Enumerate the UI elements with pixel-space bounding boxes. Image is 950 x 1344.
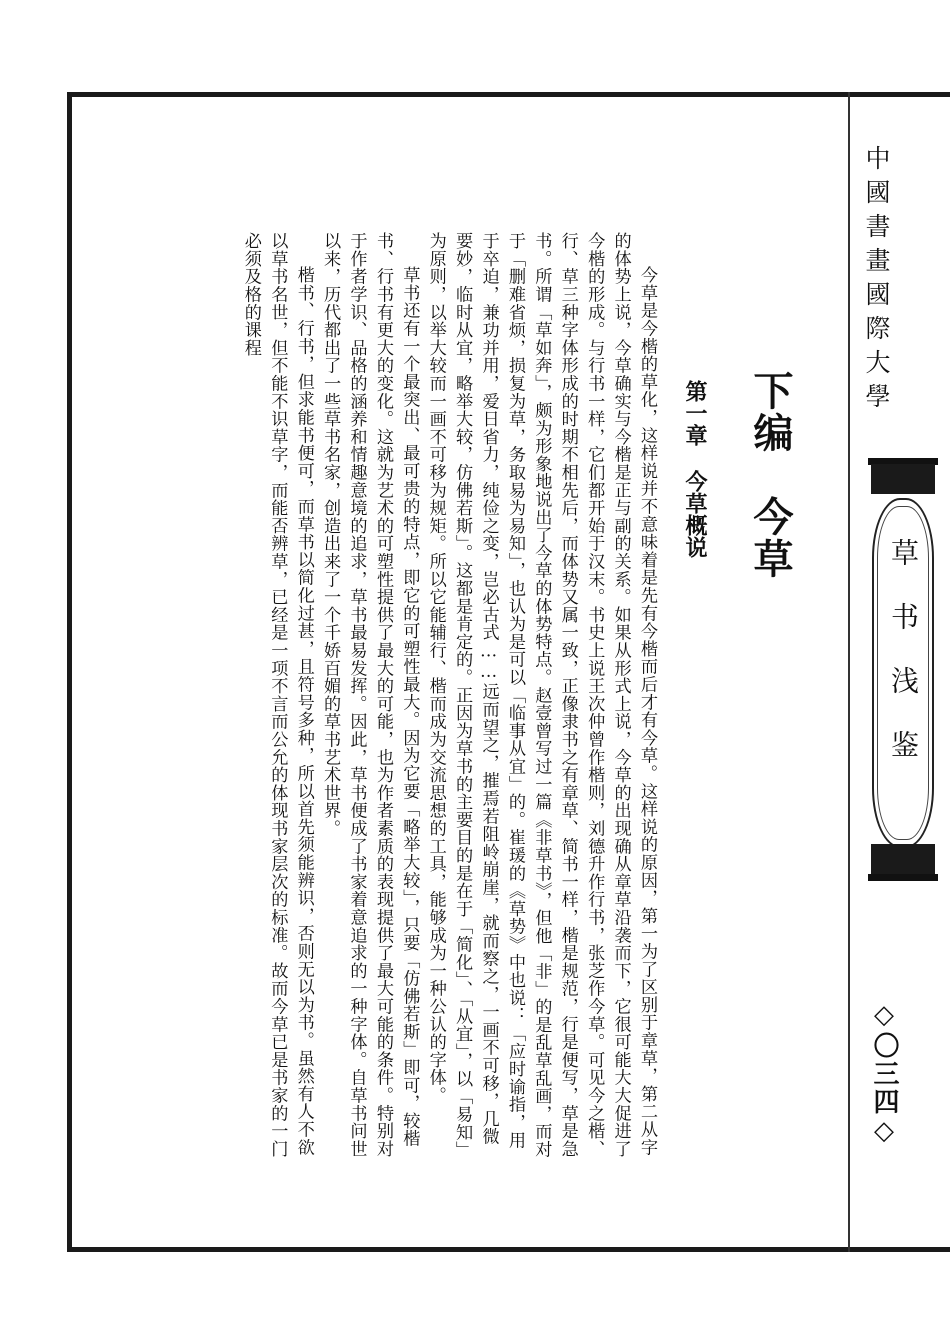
emblem-bottom-cap <box>871 844 935 874</box>
part-heading <box>742 370 799 580</box>
paragraph: 草书还有一个最突出、最可贵的特点，即它的可塑性最大。因为它要「略举大较」，只要「仿佛若斯」即可，较楷书、行书有更大的变化。这就为艺术的可塑性提供了最大的可能，也为作者素质的表现提供了最大可能的条件。特别对于作者学识、品格的涵养和情趣意境的追求，草书最易发挥。因此，草书便成了书家着意追求的一种字体。自草书问世以来，历代都出了一些草书名家，创造出来了一个千娇百媚的草书艺术世界。 <box>320 232 420 1158</box>
series-title: 中國書畫國際大學 <box>862 145 891 417</box>
chapter-heading <box>679 380 710 558</box>
body-text <box>240 232 660 1162</box>
emblem-top-cap <box>871 464 935 494</box>
page-number: ◇〇三四◇ <box>869 1000 899 1148</box>
paragraph: 今草是今楷的草化，这样说并不意味着是先有今楷而后才有今草。这样说的原因，第一为了区别于章草，第二从字的体势上说，今草确实与今楷是正与副的关系。如果从形式上说，今草的出现确从章草沿袭而下，它很可能大大促进了今楷的形成。与行书一样，它们都开始于汉末。书史上说王次仲曾作楷则，刘德升作行书，张芝作今草。可见今之楷、行、草三种字体形成的时期不相先后，而体势又属一致，正像隶书之有章草、简书一样，楷是规范，行是便写，草是急书。所谓「草如奔」，颇为形象地说出了今草的体势特点。赵壹曾写过一篇《非草书》，但他「非」的是乱草乱画，而对于「删难省烦，损复为草，务取易为易知」，也认为是可以「临事从宜」的。崔瑗的《草势》中也说：「应时谕指，用于卒迫，兼功并用，爱日省力，纯俭之变，岂必古式……远而望之，摧焉若阻岭崩崖，就而察之，一画不可移，几微要妙，临时从宜，略举大较，仿佛若斯」。这都是肯定的。正因为草书的主要目的是在于「简化」、「从宜」，以「易知」为原则，以举大较而一画不可移为规矩。所以它能辅行、楷而成为交流思想的工具，能够成为一种公认的字体。 <box>425 232 657 1159</box>
part-subtitle: 今草 <box>747 496 793 580</box>
margin-divider <box>848 92 850 1252</box>
book-title: 草书浅鉴 <box>887 538 920 794</box>
chapter-label: 第一章 <box>682 380 707 446</box>
chapter-title: 今草概说 <box>682 470 707 558</box>
part-title: 下编 <box>747 370 793 454</box>
paragraph: 楷书、行书，但求能书便可，而草书以简化过甚，且符号多种，所以首先须能辨识，否则无以为书。虽然有人不欲以草书名世，但不能不识草字，而能否辨草，已经是一项不言而公允的体现书家层次的标准。故而今草已是书家的一门必须及格的课程 <box>240 232 314 1158</box>
emblem-bottom-bar <box>868 874 938 881</box>
